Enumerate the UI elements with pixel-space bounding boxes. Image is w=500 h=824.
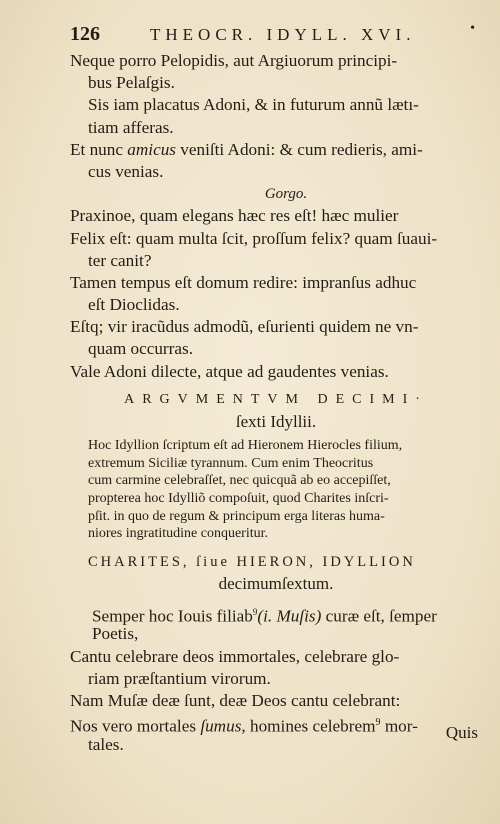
argument-subtitle: ſexti Idyllii. (235, 412, 317, 431)
text-line: bus Pelaſgis. (88, 73, 175, 93)
argument-line: pſit. in quo de regum & principum erga literas huma- (88, 508, 385, 524)
page-header (70, 23, 480, 47)
catchword: Quis (445, 723, 478, 742)
text-line: eſt Dioclidas. (88, 295, 180, 315)
header-ornament: • (470, 21, 475, 36)
text-line: Eſtq; vir iracũdus admodũ, eſurienti quidem ne vn- (70, 317, 419, 337)
poem-line: tales. (88, 735, 124, 755)
poem-line: Nam Muſæ deæ ſunt, deæ Deos cantu celebrant: (70, 690, 401, 710)
argument-line: Hoc Idyllion ſcriptum eſt ad Hieronem Hierocles filium, (88, 438, 403, 454)
text-line: quam occurras. (88, 339, 193, 359)
speaker-name: Gorgo. (264, 186, 308, 203)
argument-title: ARGVMENTVM DECIMI· (124, 391, 428, 407)
page-number: 126 (70, 23, 100, 45)
text-line: tiam afferas. (88, 117, 174, 137)
text-line: Felix eſt: quam multa ſcit, proſſum felix? quam ſuaui- (70, 228, 438, 248)
text-line: Sis iam placatus Adoni, & in futurum annũ lætı- (88, 95, 419, 115)
text-line: Et nunc amicus veniſti Adoni: & cum redieris, ami- (70, 139, 423, 159)
text-line: Praxinoe, quam elegans hæc res eſt! hæc mulier (70, 206, 399, 226)
poem-line: Semper hoc Iouis filiab$^9$(i. Muſis) curæ eſt, ſemper (92, 606, 437, 626)
main-text (70, 50, 482, 756)
poem-line: Nos vero mortales ſumus, homines celebrem$^9$ mor- (70, 716, 418, 736)
argument-line: cum carmine celebraſſet, nec quicquã ab eo accepiſſet, (88, 473, 391, 489)
poem-subtitle: decimumſextum. (218, 573, 334, 593)
text-line: cus venias. (88, 161, 164, 181)
text-line: Neque porro Pelopidis, aut Argiuorum principi- (70, 51, 398, 70)
poem-line: Poetis, (92, 624, 139, 644)
argument-line: propterea hoc Idylliõ compoſuit, quod Charites inſcri- (88, 490, 389, 506)
poem-line: riam præſtantium virorum. (88, 668, 271, 688)
running-title: THEOCR. IDYLL. XVI. (150, 25, 416, 44)
poem-line: Cantu celebrare deos immortales, celebrare glo- (70, 646, 400, 666)
text-line: ter canit? (88, 250, 152, 270)
argument-line: niores ingratitudine conqueritur. (88, 526, 269, 542)
argument-line: extremum Siciliæ tyrannum. Cum enim Theocritus (88, 455, 374, 471)
text-line: Tamen tempus eſt domum redire: impranſus adhuc (70, 272, 417, 292)
argument-text (88, 437, 482, 543)
text-line: Vale Adoni dilecte, atque ad gaudentes venias. (70, 361, 389, 381)
poem-title: CHARITES, ſiue HIERON, IDYLLION (88, 553, 416, 570)
